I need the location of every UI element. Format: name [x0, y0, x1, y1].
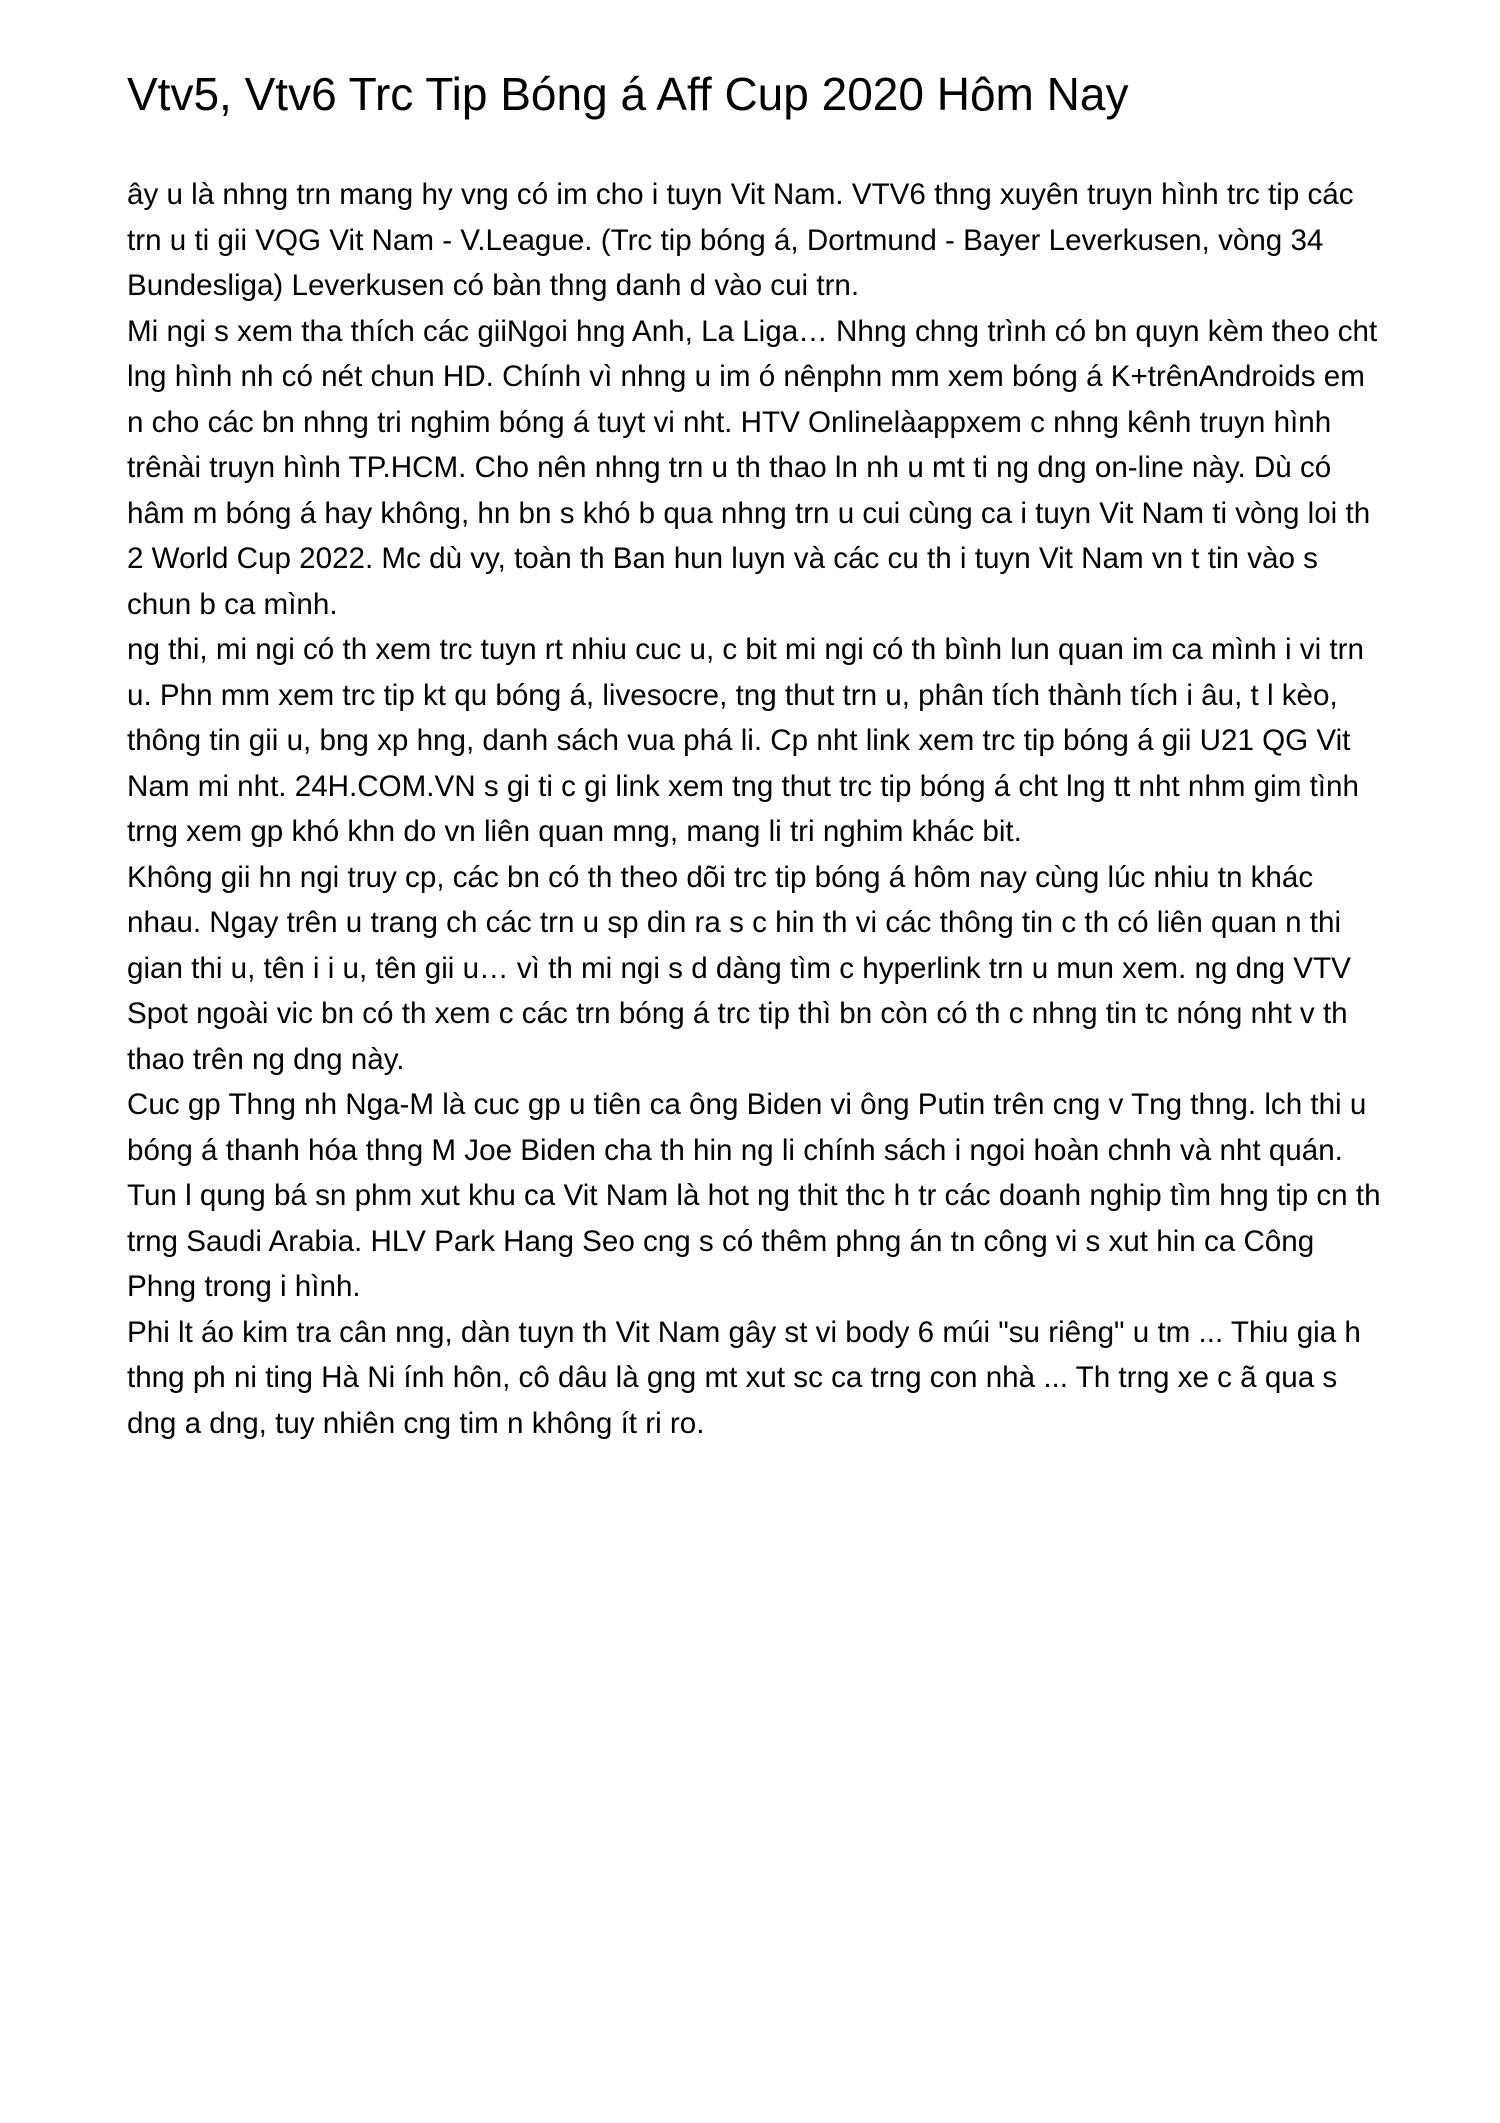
document-page: [127, 62, 1389, 1446]
page-title: Vtv5, Vtv6 Trc Tip Bóng á Aff Cup 2020 Hôm Nay: [127, 68, 1129, 120]
paragraph-6: Phi lt áo kim tra cân nng, dàn tuyn th Vit Nam gây st vi body 6 múi "su riêng" u tm ... Thiu gia h thng ph ni ting Hà Ni ính hôn, cô dâu là gng mt xut sc ca trng con nhà ... Th trng xe c ã qua s dng a dng, tuy nhiên cng tim n không ít ri ro.: [127, 1315, 1361, 1440]
paragraph-2: Mi ngi s xem tha thích các giiNgoi hng Anh, La Liga… Nhng chng trình có bn quyn kèm theo cht lng hình nh có nét chun HD. Chính vì nhng u im ó nênphn mm xem bóng á K+trênAndroids em n cho các bn nhng tri nghim bóng á tuyt vi nht. HTV Onlinelàappxem c nhng kênh truyn hình trênài truyn hình TP.HCM. Cho nên nhng trn u th thao ln nh u mt ti ng dng on-line này. Dù có hâm m bóng á hay không, hn bn s khó b qua nhng trn u cui cùng ca i tuyn Vit Nam ti vòng loi th 2 World Cup 2022. Mc dù vy, toàn th Ban hun luyn và các cu th i tuyn Vit Nam vn t tin vào s chun b ca mình.: [127, 314, 1378, 621]
paragraph-4: Không gii hn ngi truy cp, các bn có th theo dõi trc tip bóng á hôm nay cùng lúc nhiu tn khác nhau. Ngay trên u trang ch các trn u sp din ra s c hin th vi các thông tin c th có liên quan n thi gian thi u, tên i i u, tên gii u… vì th mi ngi s d dàng tìm c hyperlink trn u mun xem. ng dng VTV Spot ngoài vic bn có th xem c các trn bóng á trc tip thì bn còn có th c nhng tin tc nóng nht v th thao trên ng dng này.: [127, 860, 1351, 1076]
paragraph-1: ây u là nhng trn mang hy vng có im cho i tuyn Vit Nam. VTV6 thng xuyên truyn hình trc tip các trn u ti gii VQG Vit Nam - V.League. (Trc tip bóng á, Dortmund - Bayer Leverkusen, vòng 34 Bundesliga) Leverkusen có bàn thng danh d vào cui trn.: [127, 178, 1354, 302]
paragraph-3: ng thi, mi ngi có th xem trc tuyn rt nhiu cuc u, c bit mi ngi có th bình lun quan im ca mình i vi trn u. Phn mm xem trc tip kt qu bóng á, livesocre, tng thut trn u, phân tích thành tích i âu, t l kèo, thông tin gii u, bng xp hng, danh sách vua phá li. Cp nht link xem trc tip bóng á gii U21 QG Vit Nam mi nht. 24H.COM.VN s gi ti c gi link xem tng thut trc tip bóng á cht lng tt nht nhm gim tình trng xem gp khó khn do vn liên quan mng, mang li tri nghim khác bit.: [127, 633, 1364, 848]
paragraph-5: Cuc gp Thng nh Nga-M là cuc gp u tiên ca ông Biden vi ông Putin trên cng v Tng thng. lch thi u bóng á thanh hóa thng M Joe Biden cha th hin ng li chính sách i ngoi hoàn chnh và nht quán. Tun l qung bá sn phm xut khu ca Vit Nam là hot ng thit thc h tr các doanh nghip tìm hng tip cn th trng Saudi Arabia. HLV Park Hang Seo cng s có thêm phng án tn công vi s xut hin ca Công Phng trong i hình.: [127, 1088, 1381, 1303]
